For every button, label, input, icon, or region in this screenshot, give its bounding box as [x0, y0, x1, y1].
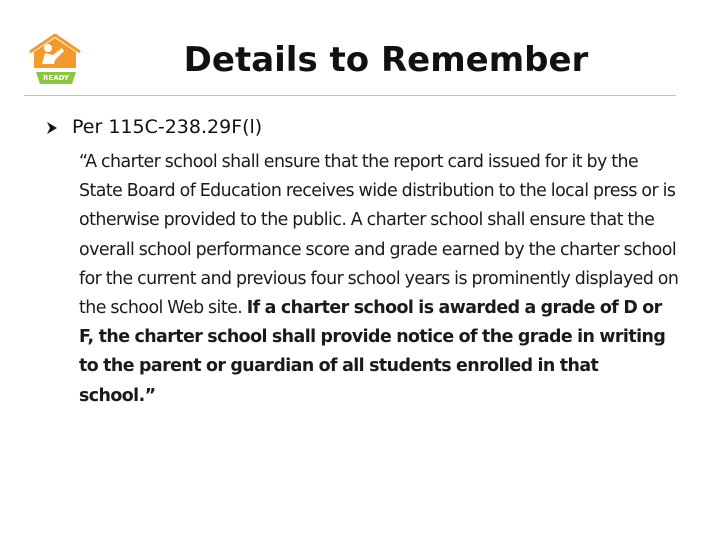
logo-label: READY — [43, 74, 69, 82]
statute-reference: Per 115C-238.29F(l) — [72, 116, 263, 138]
title-divider — [24, 95, 676, 96]
quote-bold-text: If a charter school is awarded a grade of D or F, the charter school shall provide notice of the grade in writing to the parent or guardian of all students enrolled in that school.” — [79, 298, 666, 406]
slide-title: Details to Remember — [183, 40, 589, 80]
arrowhead-bullet-icon — [46, 121, 58, 139]
statute-quote — [79, 148, 679, 411]
quote-normal-text: “A charter school shall ensure that the report card issued for it by the State Board of Education receives wide distribution to the local press or is otherwise provided to the public. A charter school shall ensure that the overall school performance score and grade earned by the charter school for the current and previous four school years is prominently displayed on the school Web site. — [79, 152, 679, 319]
